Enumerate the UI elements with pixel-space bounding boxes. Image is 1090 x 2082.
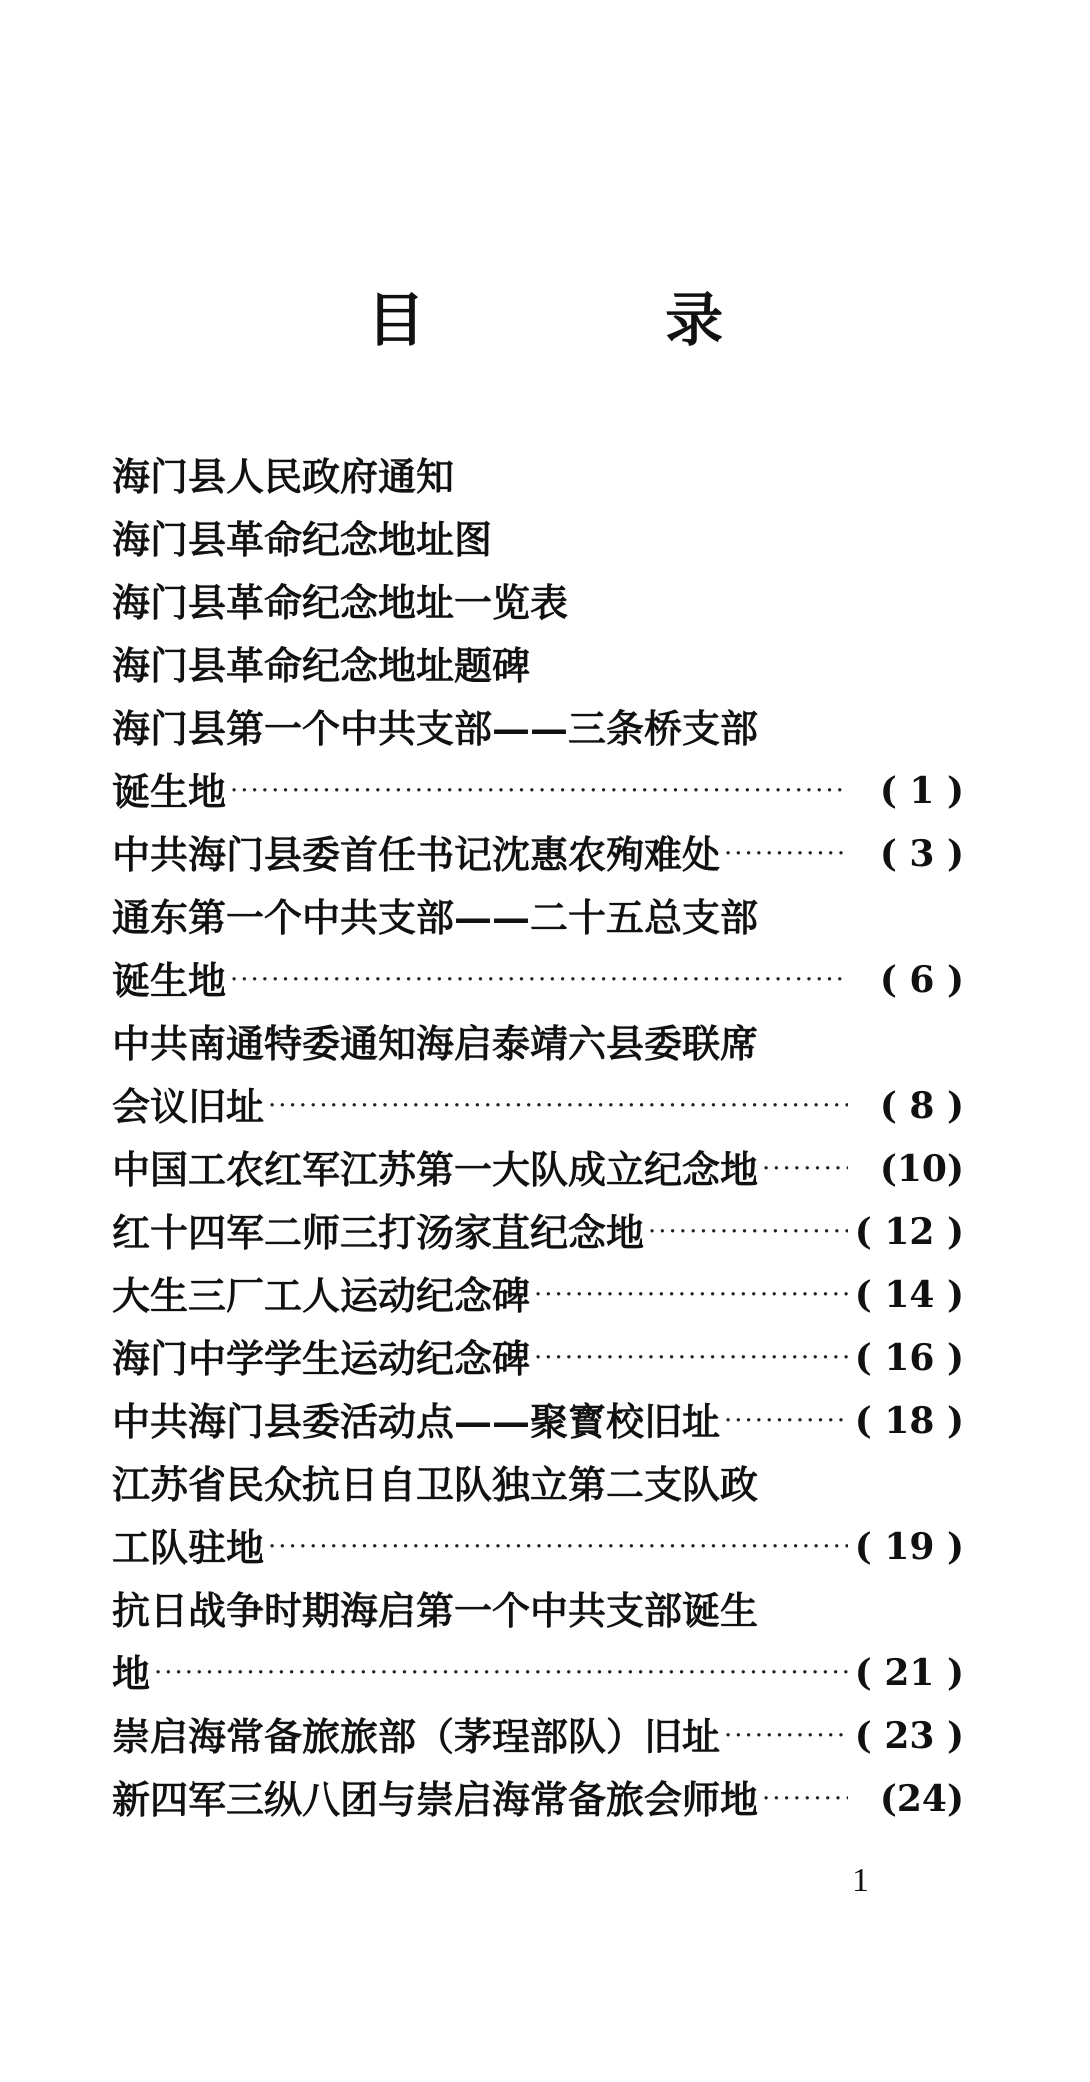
toc-entry-title: 海门中学学生运动纪念碑 [112, 1336, 531, 1381]
toc-entry-title: 诞生地 [112, 769, 227, 814]
toc-entry [112, 1201, 964, 1264]
toc-entry [112, 697, 964, 760]
toc-entry-title: 诞生地 [112, 958, 227, 1003]
toc-entry [112, 1264, 964, 1327]
toc-entry [112, 1453, 964, 1516]
toc-entry-title: 通东第一个中共支部——二十五总支部 [112, 895, 759, 940]
dot-leader [230, 949, 848, 1012]
toc-entry-title: 新四军三纵八团与崇启海常备旅会师地 [112, 1777, 759, 1822]
toc-entry-title: 中共海门县委活动点——聚寳校旧址 [112, 1399, 721, 1444]
dot-leader [534, 1327, 848, 1390]
dot-leader [648, 1201, 848, 1264]
toc-entry-title: 中国工农红军江苏第一大队成立纪念地 [112, 1147, 759, 1192]
toc-page-number: ( 19 ) [854, 1526, 964, 1568]
toc-entry-title: 中共南通特委通知海启泰靖六县委联席 [112, 1021, 759, 1066]
page-number: 1 [852, 1862, 869, 1899]
dot-leader [762, 1768, 848, 1831]
toc-entry-title: 崇启海常备旅旅部（茅珵部队）旧址 [112, 1714, 721, 1759]
toc-entry [112, 634, 964, 697]
dot-leader [268, 1516, 848, 1579]
toc-entry [112, 1768, 964, 1831]
toc-entry-title: 海门县革命纪念地址图 [112, 517, 493, 562]
dot-leader [268, 1075, 848, 1138]
toc-page-number: ( 3 ) [879, 833, 964, 875]
toc-entry [112, 1327, 964, 1390]
toc-entry-title: 海门县革命纪念地址题碑 [112, 643, 531, 688]
toc-entry [112, 1579, 964, 1642]
dot-leader [724, 823, 848, 886]
toc-entry [112, 823, 964, 886]
dot-leader [230, 760, 848, 823]
toc-entry [112, 1075, 964, 1138]
table-of-contents [112, 445, 964, 1831]
toc-entry-title: 抗日战争时期海启第一个中共支部诞生 [112, 1588, 759, 1633]
toc-entry-title: 海门县革命纪念地址一览表 [112, 580, 569, 625]
dot-leader [724, 1705, 848, 1768]
toc-entry [112, 1705, 964, 1768]
dot-leader [154, 1642, 848, 1705]
toc-entry-title: 大生三厂工人运动纪念碑 [112, 1273, 531, 1318]
dot-leader [724, 1390, 848, 1453]
toc-entry [112, 1138, 964, 1201]
toc-entry-title: 江苏省民众抗日自卫队独立第二支队政 [112, 1462, 759, 1507]
toc-entry-title: 中共海门县委首任书记沈惠农殉难处 [112, 832, 721, 877]
toc-entry-title: 红十四军二师三打汤家苴纪念地 [112, 1210, 645, 1255]
toc-entry [112, 445, 964, 508]
toc-entry [112, 760, 964, 823]
toc-entry [112, 886, 964, 949]
toc-page-number: ( 1 ) [879, 770, 964, 812]
toc-entry-title: 地 [112, 1651, 151, 1696]
toc-entry [112, 949, 964, 1012]
toc-entry-title: 海门县第一个中共支部——三条桥支部 [112, 706, 759, 751]
dot-leader [534, 1264, 848, 1327]
toc-entry [112, 1516, 964, 1579]
toc-page-number: (10) [879, 1148, 964, 1190]
dot-leader [762, 1138, 848, 1201]
toc-entry [112, 1012, 964, 1075]
toc-entry [112, 508, 964, 571]
toc-entry-title: 海门县人民政府通知 [112, 454, 455, 499]
toc-entry [112, 1390, 964, 1453]
toc-page-number: ( 8 ) [879, 1085, 964, 1127]
toc-page-number: ( 16 ) [854, 1337, 964, 1379]
toc-page-number: ( 18 ) [854, 1400, 964, 1442]
toc-entry-title: 会议旧址 [112, 1084, 265, 1129]
page-title: 目 录 [366, 286, 834, 354]
toc-page-number: ( 14 ) [854, 1274, 964, 1316]
toc-page-number: ( 12 ) [854, 1211, 964, 1253]
toc-page-number: (24) [879, 1778, 964, 1820]
toc-entry [112, 1642, 964, 1705]
toc-page-number: ( 6 ) [879, 959, 964, 1001]
toc-entry [112, 571, 964, 634]
toc-page-number: ( 21 ) [854, 1652, 964, 1694]
toc-entry-title: 工队驻地 [112, 1525, 265, 1570]
toc-page-number: ( 23 ) [854, 1715, 964, 1757]
